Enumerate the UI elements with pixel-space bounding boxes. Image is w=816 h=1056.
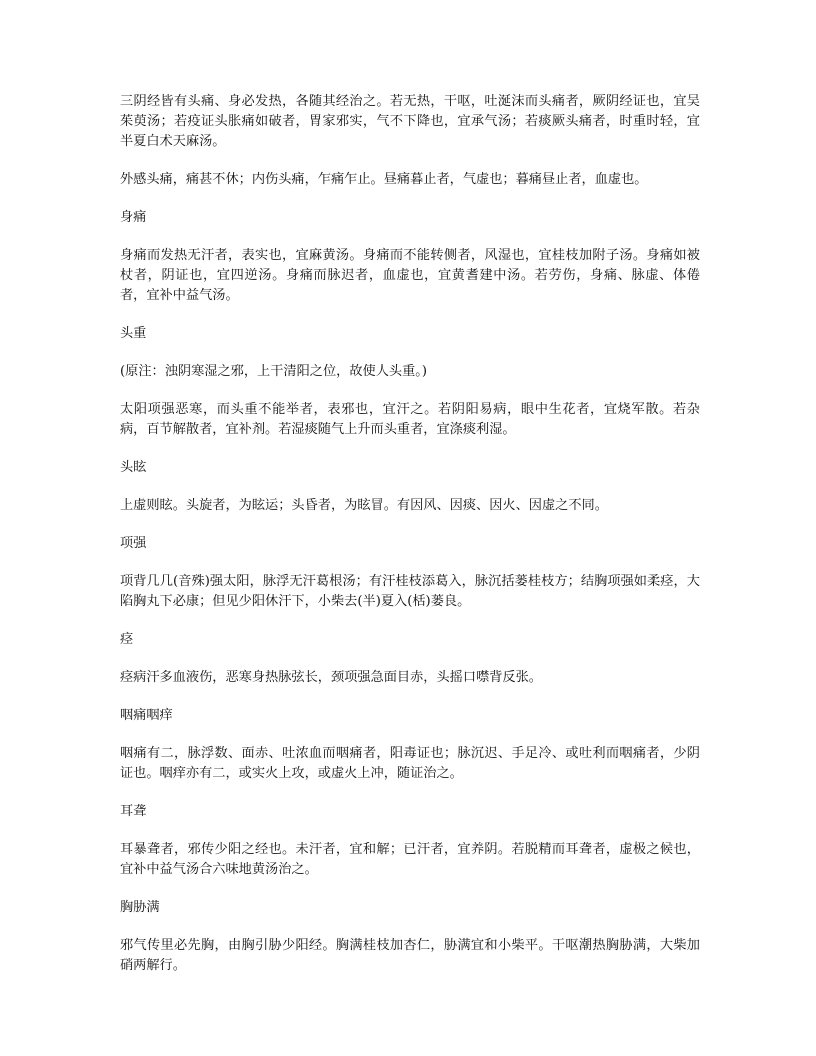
section-heading: 项强 [120,536,147,551]
paragraph: 咽痛有二，脉浮数、面赤、吐浓血而咽痛者，阳毒证也；脉沉迟、手足冷、或吐利而咽痛者，少阴证也。咽痒亦有二，或实火上攻，或虚火上冲，随证治之。 [120,746,700,781]
section-heading: 咽痛咽痒 [120,708,173,723]
paragraph: 耳暴聋者，邪传少阳之经也。未汗者，宜和解；已汗者，宜养阴。若脱精而耳聋者，虚极之候也，宜补中益气汤合六味地黄汤治之。 [120,842,700,877]
section-heading: 耳聋 [120,804,147,819]
paragraph: 外感头痛，痛甚不休；内伤头痛，乍痛乍止。昼痛暮止者，气虚也；暮痛昼止者，血虚也。 [120,172,648,187]
section-heading: 身痛 [120,210,147,225]
section-heading: 头重 [120,326,147,341]
paragraph: 上虚则眩。头旋者，为眩运；头昏者，为眩冒。有因风、因痰、因火、因虚之不同。 [120,498,608,513]
section-heading: 痉 [120,632,134,647]
paragraph: (原注：浊阴寒湿之邪，上干清阳之位，故使人头重。) [120,364,428,379]
paragraph: 身痛而发热无汗者，表实也，宜麻黄汤。身痛而不能转侧者，风湿也，宜桂枝加附子汤。身痛如被杖者，阴证也，宜四逆汤。身痛而脉迟者，血虚也，宜黄耆建中汤。若劳伤，身痛、脉虚、体倦者，宜补中益气汤。 [120,248,700,303]
paragraph: 太阳项强恶寒，而头重不能举者，表邪也，宜汗之。若阴阳易病，眼中生花者，宜烧军散。若杂病，百节解散者，宜补剂。若湿痰随气上升而头重者，宜涤痰利湿。 [120,402,700,437]
paragraph: 邪气传里必先胸，由胸引胁少阳经。胸满桂枝加杏仁，胁满宜和小柴平。干呕潮热胸胁满，大柴加硝两解行。 [120,938,700,973]
paragraph: 项背几几(音殊)强太阳，脉浮无汗葛根汤；有汗桂枝添葛入，脉沉括蒌桂枝方；结胸项强如柔痉，大陷胸丸下必康；但见少阳休汗下，小柴去(半)夏入(栝)蒌良。 [120,574,700,609]
document-page [120,92,700,994]
section-heading: 头眩 [120,460,147,475]
section-heading: 胸胁满 [120,900,160,915]
paragraph: 三阴经皆有头痛、身必发热，各随其经治之。若无热，干呕，吐涎沫而头痛者，厥阴经证也，宜吴茱萸汤；若疫证头胀痛如破者，胃家邪实，气不下降也，宜承气汤；若痰厥头痛者，时重时轻，宜半夏白术天麻汤。 [120,94,700,149]
paragraph: 痉病汗多血液伤，恶寒身热脉弦长，颈项强急面目赤，头摇口噤背反张。 [120,670,542,685]
